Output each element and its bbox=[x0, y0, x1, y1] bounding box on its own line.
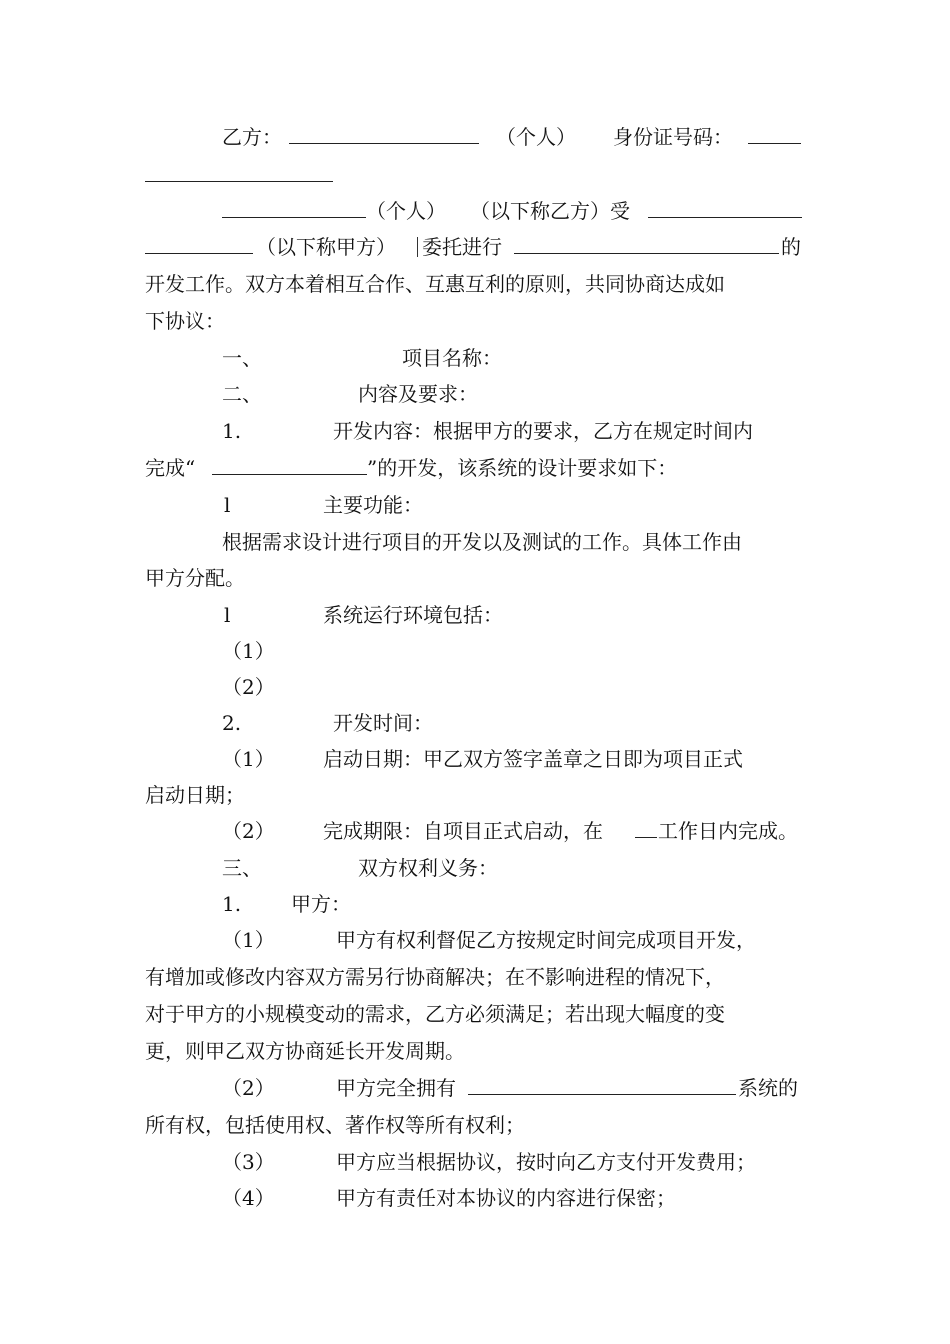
environment-item-1: （1） bbox=[222, 639, 275, 663]
text-cursor bbox=[415, 232, 420, 262]
function-para-line-2: 甲方分配。 bbox=[145, 566, 245, 590]
dev-content-line-1: 1. 开发内容：根据甲方的要求，乙方在规定时间内 bbox=[0, 416, 950, 446]
intro-personal: （个人） bbox=[366, 199, 446, 223]
environment-bullet: l 系统运行环境包括： bbox=[0, 600, 950, 630]
right-1-line-4: 更，则甲乙双方协商延长开发周期。 bbox=[145, 1039, 465, 1063]
entrusting-party-blank-continued bbox=[145, 232, 253, 262]
right-2-line-2: 所有权，包括使用权、著作权等所有权利； bbox=[145, 1113, 525, 1137]
id-number-blank bbox=[748, 122, 801, 152]
section-1-title: 项目名称： bbox=[402, 346, 502, 370]
start-date-line-2: 启动日期； bbox=[145, 783, 245, 807]
system-name-blank bbox=[212, 453, 367, 483]
section-2-number: 二、 bbox=[222, 382, 262, 406]
start-date-line-1: （1） 启动日期：甲乙双方签字盖章之日即为项目正式 bbox=[222, 747, 743, 771]
item-number: 1. bbox=[222, 419, 242, 443]
bullet-mark: l bbox=[224, 493, 231, 517]
function-para-line-1: 根据需求设计进行项目的开发以及测试的工作。具体工作由 bbox=[222, 530, 742, 554]
right-2-line-1: （2） 甲方完全拥有 系统的 bbox=[0, 1073, 950, 1103]
intro-line-3: 开发工作。双方本着相互合作、互惠互利的原则，共同协商达成如 bbox=[145, 272, 725, 296]
main-function-bullet: l 主要功能： bbox=[0, 490, 950, 520]
section-1-heading bbox=[0, 343, 950, 373]
party-b-label: 乙方： bbox=[222, 125, 282, 149]
right-4-line: （4） 甲方有责任对本协议的内容进行保密； bbox=[222, 1186, 676, 1210]
party-b-name-blank bbox=[289, 122, 479, 152]
intro-line-2 bbox=[0, 232, 950, 262]
id-number-blank-continued bbox=[0, 160, 950, 190]
dev-content-line-2: 完成“ ”的开发，该系统的设计要求如下： bbox=[0, 453, 950, 483]
section-3-number: 三、 bbox=[222, 856, 262, 880]
section-1-number: 一、 bbox=[222, 346, 262, 370]
item-number: 1. bbox=[222, 892, 242, 916]
intro-of: 的 bbox=[781, 235, 801, 259]
right-3-line: （3） 甲方应当根据协议，按时向乙方支付开发费用； bbox=[222, 1150, 756, 1174]
party-b-personal: （个人） bbox=[496, 125, 576, 149]
item-number: 2. bbox=[222, 711, 242, 735]
party-a-heading: 1. 甲方： bbox=[0, 889, 950, 919]
section-3-title: 双方权利义务： bbox=[358, 856, 498, 880]
id-number-label: 身份证号码： bbox=[613, 125, 733, 149]
party-b-line bbox=[0, 122, 950, 152]
dev-time-heading: 2. 开发时间： bbox=[0, 708, 950, 738]
section-3-heading bbox=[0, 853, 950, 883]
section-2-heading bbox=[0, 379, 950, 409]
intro-line-4: 下协议： bbox=[145, 309, 225, 333]
party-b-name-blank-2 bbox=[222, 196, 366, 226]
bullet-mark: l bbox=[224, 603, 231, 627]
right-1-line-1: （1） 甲方有权利督促乙方按规定时间完成项目开发， bbox=[222, 928, 756, 952]
project-blank bbox=[514, 232, 779, 262]
intro-line-1 bbox=[0, 196, 950, 226]
deadline-line: （2） 完成期限：自项目正式启动，在 工作日内完成。 bbox=[0, 816, 950, 846]
section-2-title: 内容及要求： bbox=[358, 382, 478, 406]
intro-hereinafter-b: （以下称乙方）受 bbox=[470, 199, 630, 223]
right-1-line-2: 有增加或修改内容双方需另行协商解决；在不影响进程的情况下， bbox=[145, 965, 725, 989]
system-ownership-blank bbox=[468, 1073, 736, 1103]
environment-item-2: （2） bbox=[222, 675, 275, 699]
entrusting-party-blank bbox=[648, 196, 802, 226]
intro-commission: 委托进行 bbox=[422, 235, 502, 259]
intro-hereinafter-a: （以下称甲方） bbox=[256, 235, 396, 259]
right-1-line-3: 对于甲方的小规模变动的需求，乙方必须满足；若出现大幅度的变 bbox=[145, 1002, 725, 1026]
workdays-blank bbox=[635, 816, 657, 846]
